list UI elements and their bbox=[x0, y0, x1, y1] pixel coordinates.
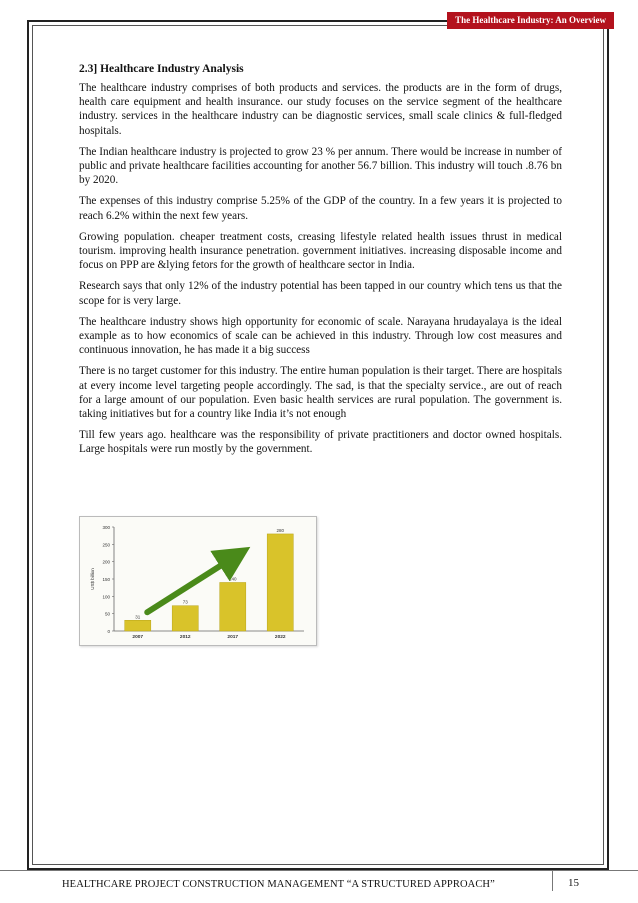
paragraph: The expenses of this industry comprise 5.25% of the GDP of the country. In a few years it is projected to reach 6.2% within the next few years. bbox=[79, 195, 562, 222]
y-tick-label: 0 bbox=[107, 629, 110, 634]
footer-rule bbox=[0, 870, 638, 871]
x-tick-label: 2022 bbox=[274, 635, 286, 640]
bar bbox=[125, 620, 151, 631]
x-tick-label: 2012 bbox=[179, 635, 191, 640]
growth-chart bbox=[79, 516, 317, 646]
x-tick-label: 2017 bbox=[227, 635, 239, 640]
bar bbox=[267, 534, 293, 631]
y-tick-label: 100 bbox=[102, 594, 110, 600]
paragraph: There is no target customer for this industry. The entire human population is their target. There are hospitals at every income level targeting people accordingly. The sad, is that the specialty service., are out of reach for a large amount of our population. Even basic health services are rural population. The government is. taking initiatives but for a country like India it’s not enough bbox=[79, 365, 562, 421]
x-tick-label: 2007 bbox=[132, 635, 144, 640]
footer-title: HEALTHCARE PROJECT CONSTRUCTION MANAGEMENT “A STRUCTURED APPROACH” bbox=[62, 879, 495, 890]
y-tick-label: 250 bbox=[102, 542, 110, 548]
header-badge: The Healthcare Industry: An Overview bbox=[447, 12, 614, 29]
paragraph: The healthcare industry comprises of both products and services. the products are in the form of drugs, health care equipment and health insurance. our study focuses on the service segment of the healthcare industry. services in the healthcare industry can be diagnostic services, small scale clinics & full-fledged hospitals. bbox=[79, 82, 562, 137]
data-label: 73 bbox=[182, 599, 188, 605]
paragraph: Growing population. cheaper treatment costs, creasing lifestyle related health issues thrust in medical tourism. improving health insurance penetration. government initiatives. increasing disposable income and focus on PPP are &lying fetors for the growth of healthcare sector in India. bbox=[79, 230, 562, 272]
bar bbox=[172, 606, 198, 631]
y-axis-label: US$ billion bbox=[90, 568, 95, 590]
data-label: 280 bbox=[276, 527, 285, 533]
data-label: 31 bbox=[135, 614, 141, 620]
y-tick-label: 300 bbox=[102, 525, 110, 530]
y-tick-label: 150 bbox=[102, 577, 110, 582]
data-label: 140 bbox=[228, 576, 237, 582]
paragraph: The healthcare industry shows high opportunity for economic of scale. Narayana hrudayalaya is the ideal example as to how economics of scale can be achieved in this industry. Through low cost measures and continuous innovation, he has made it a big success bbox=[79, 315, 562, 357]
y-tick-label: 200 bbox=[102, 559, 110, 565]
paragraph: Research says that only 12% of the industry potential has been tapped in our country which tens us that the scope for is very large. bbox=[79, 280, 562, 307]
growth-chart-svg bbox=[80, 517, 316, 645]
paragraph: The Indian healthcare industry is projected to grow 23 % per annum. There would be increase in number of public and private healthcare facilities accounting for another 56.7 billion. This industry will touch .8.76 bn by 2020. bbox=[79, 145, 562, 187]
paragraph: Till few years ago. healthcare was the responsibility of private practitioners and doctor owned hospitals. Large hospitals were run mostly by the government. bbox=[79, 429, 562, 456]
main-content bbox=[79, 63, 562, 464]
y-tick-label: 50 bbox=[104, 611, 110, 617]
bar bbox=[220, 582, 246, 631]
section-title: 2.3] Healthcare Industry Analysis bbox=[79, 63, 244, 75]
page-number: 15 bbox=[568, 877, 579, 889]
